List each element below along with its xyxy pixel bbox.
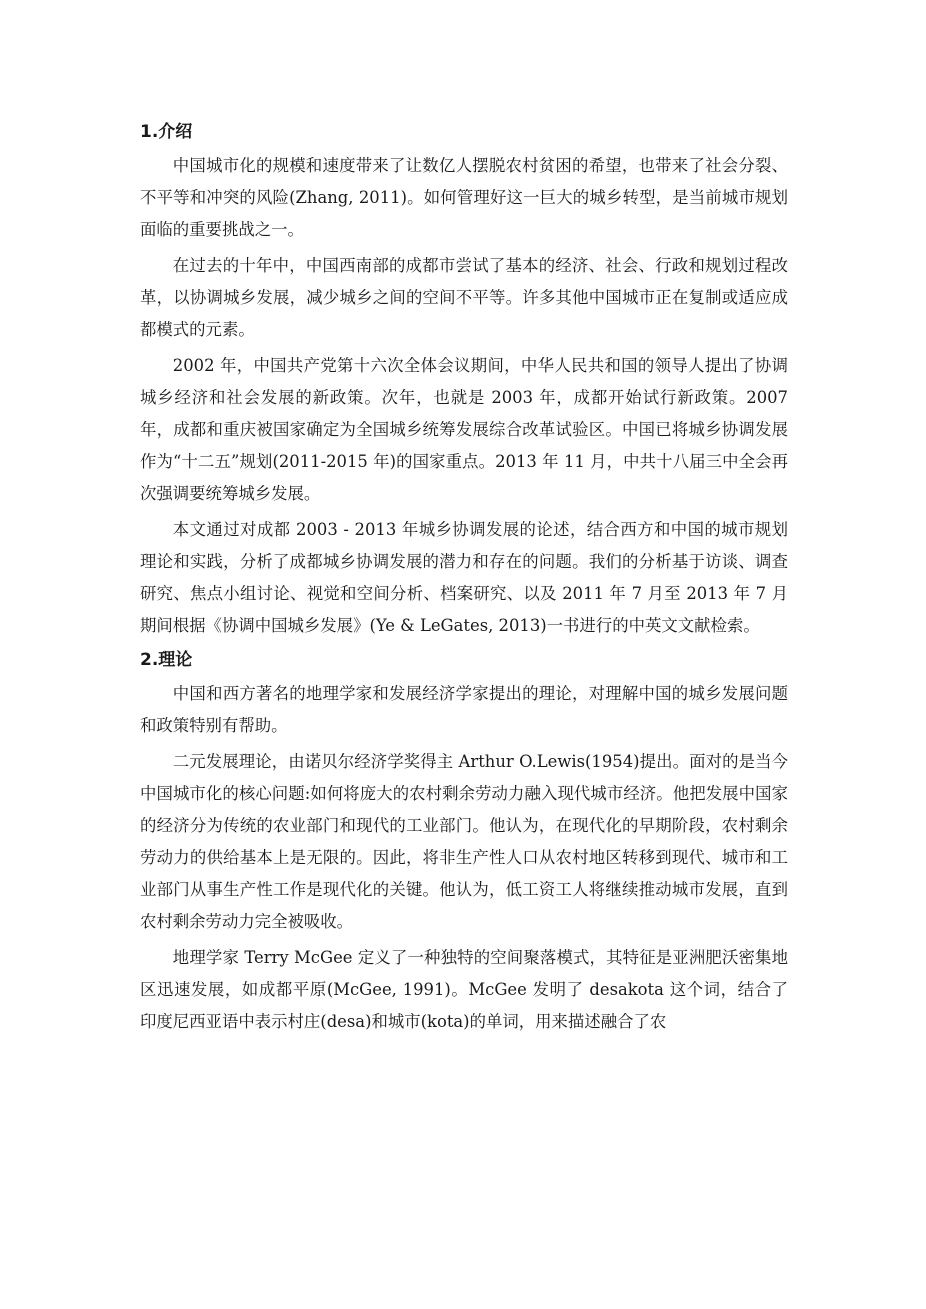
- paragraph: 本文通过对成都 2003 - 2013 年城乡协调发展的论述，结合西方和中国的城市规划理论和实践，分析了成都城乡协调发展的潜力和存在的问题。我们的分析基于访谈、调查研究、焦点小组讨论、视觉和空间分析、档案研究、以及 2011 年 7 月至 2013 年 7 月期间根据《协调中国城乡发展》(Ye & LeGates, 2013)一书进行的中英文文献检索。: [140, 520, 788, 635]
- section-heading-introduction: 1.介绍: [140, 122, 193, 142]
- paragraph: 地理学家 Terry McGee 定义了一种独特的空间聚落模式，其特征是亚洲肥沃密集地区迅速发展，如成都平原(McGee, 1991)。McGee 发明了 desakota 这个词，结合了印度尼西亚语中表示村庄(desa)和城市(kota)的单词，用来描述融合了农: [140, 948, 788, 1031]
- paragraph: 中国和西方著名的地理学家和发展经济学家提出的理论，对理解中国的城乡发展问题和政策特别有帮助。: [140, 684, 788, 735]
- paragraph: 中国城市化的规模和速度带来了让数亿人摆脱农村贫困的希望，也带来了社会分裂、不平等和冲突的风险(Zhang, 2011)。如何管理好这一巨大的城乡转型，是当前城市规划面临的重要挑战之一。: [140, 156, 788, 239]
- section-heading-theory: 2.理论: [140, 650, 193, 670]
- paragraph: 二元发展理论，由诺贝尔经济学奖得主 Arthur O.Lewis(1954)提出。面对的是当今中国城市化的核心问题:如何将庞大的农村剩余劳动力融入现代城市经济。他把发展中国家的经济分为传统的农业部门和现代的工业部门。他认为，在现代化的早期阶段，农村剩余劳动力的供给基本上是无限的。因此，将非生产性人口从农村地区转移到现代、城市和工业部门从事生产性工作是现代化的关键。他认为，低工资工人将继续推动城市发展，直到农村剩余劳动力完全被吸收。: [140, 752, 788, 931]
- paragraph: 在过去的十年中，中国西南部的成都市尝试了基本的经济、社会、行政和规划过程改革，以协调城乡发展，减少城乡之间的空间不平等。许多其他中国城市正在复制或适应成都模式的元素。: [140, 256, 788, 339]
- document-body: [140, 116, 788, 1038]
- paragraph: 2002 年，中国共产党第十六次全体会议期间，中华人民共和国的领导人提出了协调城乡经济和社会发展的新政策。次年，也就是 2003 年，成都开始试行新政策。2007 年，成都和重庆被国家确定为全国城乡统筹发展综合改革试验区。中国已将城乡协调发展作为“十二五”规划(2011-2015 年)的国家重点。2013 年 11 月，中共十八届三中全会再次强调要统筹城乡发展。: [140, 356, 788, 503]
